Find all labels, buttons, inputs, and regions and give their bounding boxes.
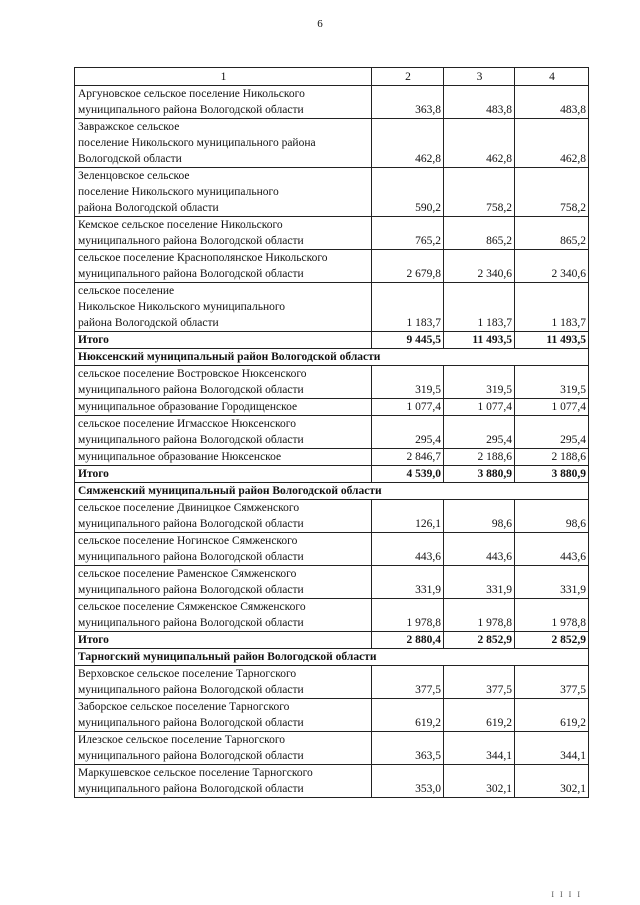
settlement-name: Завражское сельское поселение Никольского муниципального района Вологодской области [75, 119, 372, 168]
value-col-2: 1 077,4 [372, 399, 444, 416]
value-col-2: 319,5 [372, 366, 444, 399]
value-col-2: 363,8 [372, 86, 444, 119]
table-row [75, 86, 589, 119]
section-heading-row [75, 649, 589, 666]
value-col-4: 377,5 [515, 666, 589, 699]
value-col-4: 331,9 [515, 566, 589, 599]
value-col-3: 3 880,9 [444, 466, 515, 483]
value-col-2: 590,2 [372, 168, 444, 217]
settlement-name: Аргуновское сельское поселение Никольского муниципального района Вологодской области [75, 86, 372, 119]
value-col-2: 377,5 [372, 666, 444, 699]
budget-table [74, 67, 589, 798]
total-label: Итого [75, 632, 372, 649]
value-col-2: 363,5 [372, 732, 444, 765]
header-col-1: 1 [75, 68, 372, 86]
value-col-2: 443,6 [372, 533, 444, 566]
page-number: 6 [317, 18, 323, 30]
value-col-3: 2 188,6 [444, 449, 515, 466]
value-col-2: 126,1 [372, 500, 444, 533]
value-col-3: 865,2 [444, 217, 515, 250]
header-col-3: 3 [444, 68, 515, 86]
settlement-name: сельское поселение Двиницкое Сямженского муниципального района Вологодской области [75, 500, 372, 533]
value-col-4: 865,2 [515, 217, 589, 250]
total-row [75, 466, 589, 483]
table-row [75, 500, 589, 533]
value-col-4: 344,1 [515, 732, 589, 765]
table-body [75, 86, 589, 798]
settlement-name: сельское поселение Сямженское Сямженского муниципального района Вологодской области [75, 599, 372, 632]
table-row [75, 699, 589, 732]
section-heading: Сямженский муниципальный район Вологодской области [75, 483, 589, 500]
value-col-3: 619,2 [444, 699, 515, 732]
value-col-4: 483,8 [515, 86, 589, 119]
settlement-name: сельское поселение Краснополянское Никольского муниципального района Вологодской области [75, 250, 372, 283]
value-col-3: 2 852,9 [444, 632, 515, 649]
value-col-3: 2 340,6 [444, 250, 515, 283]
value-col-3: 377,5 [444, 666, 515, 699]
table-row [75, 666, 589, 699]
value-col-4: 2 852,9 [515, 632, 589, 649]
value-col-4: 619,2 [515, 699, 589, 732]
value-col-4: 1 183,7 [515, 283, 589, 332]
value-col-3: 11 493,5 [444, 332, 515, 349]
settlement-name: муниципальное образование Нюксенское [75, 449, 372, 466]
table-row [75, 399, 589, 416]
value-col-3: 1 978,8 [444, 599, 515, 632]
table-row [75, 250, 589, 283]
settlement-name: Кемское сельское поселение Никольского муниципального района Вологодской области [75, 217, 372, 250]
value-col-2: 9 445,5 [372, 332, 444, 349]
value-col-4: 443,6 [515, 533, 589, 566]
table-row [75, 366, 589, 399]
settlement-name: сельское поселение Раменское Сямженского муниципального района Вологодской области [75, 566, 372, 599]
value-col-3: 295,4 [444, 416, 515, 449]
value-col-4: 2 340,6 [515, 250, 589, 283]
value-col-3: 462,8 [444, 119, 515, 168]
table-row [75, 283, 589, 332]
value-col-3: 1 183,7 [444, 283, 515, 332]
section-heading: Тарногский муниципальный район Вологодской области [75, 649, 589, 666]
value-col-3: 758,2 [444, 168, 515, 217]
section-heading-row [75, 349, 589, 366]
footer-mark: I I I I [551, 890, 582, 899]
settlement-name: сельское поселение Игмасское Нюксенского муниципального района Вологодской области [75, 416, 372, 449]
value-col-4: 462,8 [515, 119, 589, 168]
table-row [75, 217, 589, 250]
table-row [75, 765, 589, 798]
value-col-4: 98,6 [515, 500, 589, 533]
table-row [75, 416, 589, 449]
value-col-2: 1 183,7 [372, 283, 444, 332]
value-col-3: 344,1 [444, 732, 515, 765]
value-col-3: 443,6 [444, 533, 515, 566]
value-col-2: 1 978,8 [372, 599, 444, 632]
section-heading: Нюксенский муниципальный район Вологодской области [75, 349, 589, 366]
value-col-3: 1 077,4 [444, 399, 515, 416]
value-col-2: 2 679,8 [372, 250, 444, 283]
value-col-3: 319,5 [444, 366, 515, 399]
value-col-4: 295,4 [515, 416, 589, 449]
value-col-4: 11 493,5 [515, 332, 589, 349]
value-col-2: 619,2 [372, 699, 444, 732]
value-col-3: 331,9 [444, 566, 515, 599]
value-col-4: 319,5 [515, 366, 589, 399]
value-col-4: 1 077,4 [515, 399, 589, 416]
settlement-name: сельское поселение Востровское Нюксенского муниципального района Вологодской области [75, 366, 372, 399]
table-row [75, 449, 589, 466]
value-col-4: 302,1 [515, 765, 589, 798]
total-label: Итого [75, 332, 372, 349]
settlement-name: сельское поселение Ногинское Сямженского муниципального района Вологодской области [75, 533, 372, 566]
value-col-2: 295,4 [372, 416, 444, 449]
value-col-4: 3 880,9 [515, 466, 589, 483]
value-col-2: 353,0 [372, 765, 444, 798]
header-col-2: 2 [372, 68, 444, 86]
settlement-name: Маркушевское сельское поселение Тарногского муниципального района Вологодской области [75, 765, 372, 798]
settlement-name: Зеленцовское сельское поселение Никольского муниципального района Вологодской области [75, 168, 372, 217]
value-col-3: 483,8 [444, 86, 515, 119]
settlement-name: Заборское сельское поселение Тарногского муниципального района Вологодской области [75, 699, 372, 732]
value-col-3: 302,1 [444, 765, 515, 798]
value-col-2: 4 539,0 [372, 466, 444, 483]
header-col-4: 4 [515, 68, 589, 86]
value-col-2: 462,8 [372, 119, 444, 168]
value-col-2: 765,2 [372, 217, 444, 250]
settlement-name: Илезское сельское поселение Тарногского муниципального района Вологодской области [75, 732, 372, 765]
settlement-name: сельское поселение Никольское Никольского муниципального района Вологодской области [75, 283, 372, 332]
value-col-3: 98,6 [444, 500, 515, 533]
settlement-name: муниципальное образование Городищенское [75, 399, 372, 416]
total-label: Итого [75, 466, 372, 483]
table-header-row [75, 68, 589, 86]
section-heading-row [75, 483, 589, 500]
value-col-4: 2 188,6 [515, 449, 589, 466]
table-row [75, 599, 589, 632]
table-row [75, 566, 589, 599]
table-row [75, 119, 589, 168]
table-row [75, 533, 589, 566]
settlement-name: Верховское сельское поселение Тарногского муниципального района Вологодской области [75, 666, 372, 699]
table-row [75, 168, 589, 217]
value-col-2: 2 846,7 [372, 449, 444, 466]
value-col-4: 758,2 [515, 168, 589, 217]
value-col-4: 1 978,8 [515, 599, 589, 632]
total-row [75, 632, 589, 649]
value-col-2: 2 880,4 [372, 632, 444, 649]
value-col-2: 331,9 [372, 566, 444, 599]
total-row [75, 332, 589, 349]
table-row [75, 732, 589, 765]
